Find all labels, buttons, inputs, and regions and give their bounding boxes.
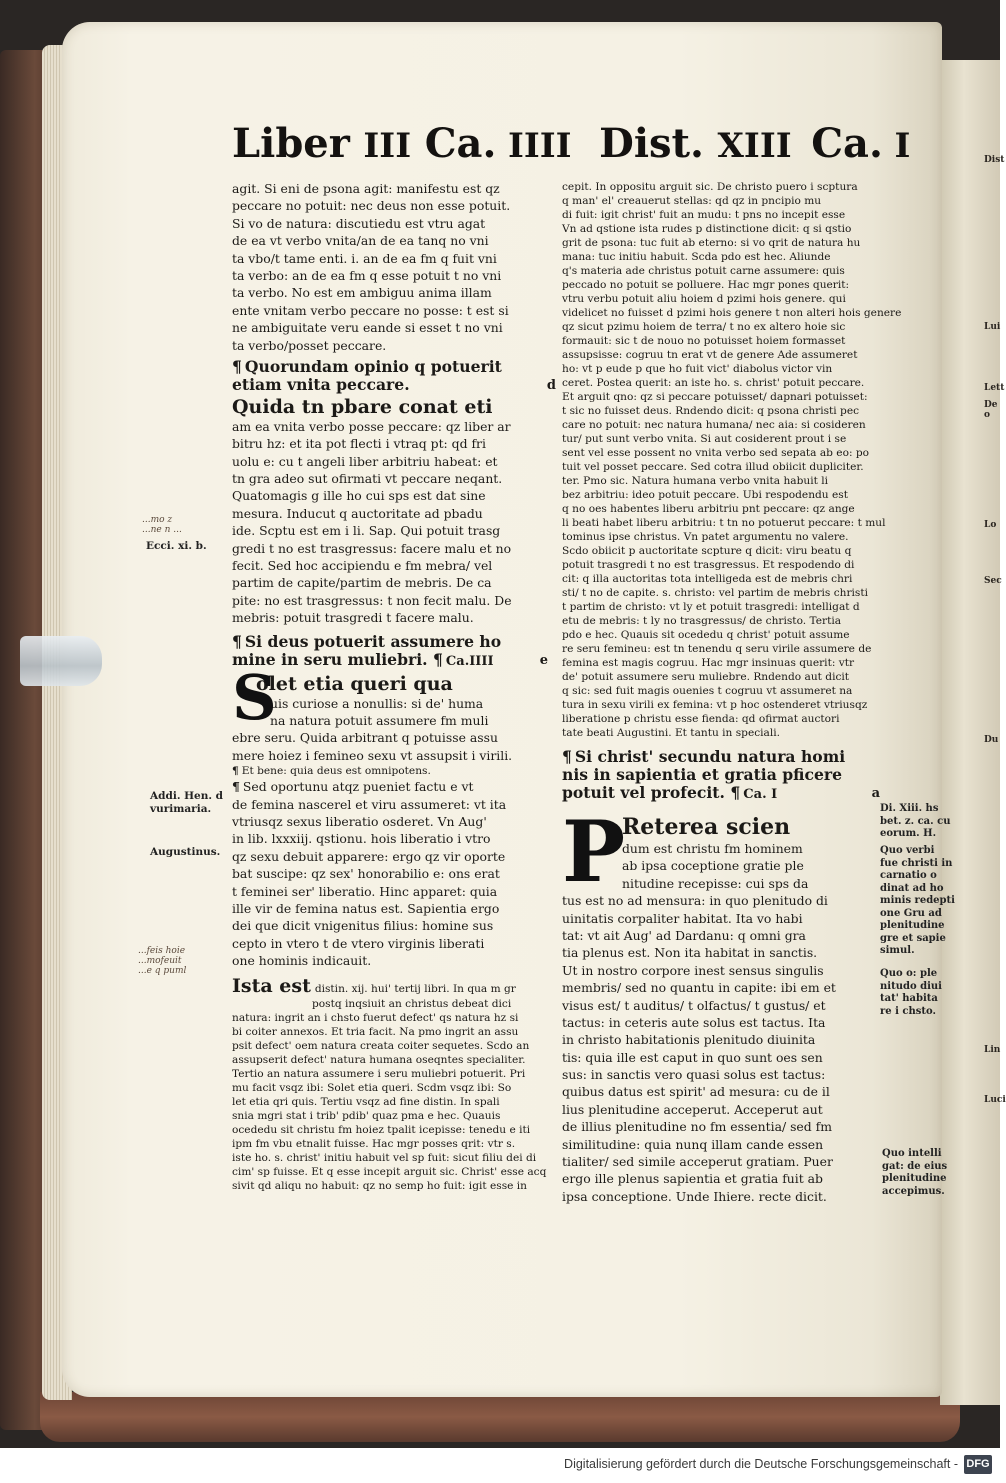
handwritten-note-2: ...feis hoie ...mofeuit ...e q puml [138,946,187,976]
text-line: Tertio an natura assumere i seru muliebri potuerit. Pri [232,1068,526,1081]
edge-text: Dist [984,155,1005,165]
text-line: cit: q illa auctoritas tota intelligeda est de mebris chri [562,573,853,585]
text-line: de femina nascerel et viru assumeret: vt ita [232,796,507,812]
pilcrow-mark: ¶ [232,779,240,795]
rubric-line: nis in sapientia et gratia pficere [562,765,843,784]
text-line: agit. Si eni de psona agit: manifestu est qz [232,181,500,196]
text-line: Vn ad qstione ista rudes p distinctione dicit: q si qstio [562,223,852,235]
text-line: lius plenitudine acceperut. Acceperut aut [562,1101,823,1117]
text-line: mesura. Inducut q auctoritate ad pbadu [232,505,483,521]
text-line: qz sexu debuit apparere: ergo qz vir oporte [232,848,506,864]
text-line: partim de capite/partim de mebris. De ca [232,575,492,591]
text-line: tactus: in ceteris aute solus est tactus. Ita [562,1014,826,1030]
pilcrow-mark: ¶ [232,356,242,376]
header-ca2-num: I [894,126,911,166]
text-fragment: distin. xij. hui' tertij libri. In qua m gr [314,983,516,996]
pilcrow-mark: ¶ [433,649,443,669]
text-line: ergo ille plenus sapientia et gratia fuit ab [562,1171,823,1187]
text-line: re seru femineu: est tn tenendu q seru virile assumere de [562,643,872,655]
text-line: in christo habitationis plenitudo diuinita [562,1032,816,1048]
text-line: mu facit vsqz ibi: Solet etia queri. Scdm vsqz ibi: So [232,1082,512,1095]
edge-text: De o [984,400,998,420]
text-line: femina est magis cogruu. Hac mgr insinuas querit: vtr [562,657,855,669]
text-line: potuit trasgredi t no est trasgressus. Et respodendo di [562,559,855,571]
chapter-label: Ca. I [743,787,778,802]
text-line: ta verbo/posset peccare. [232,337,387,353]
text-line: ide. Scptu est em i li. Sap. Qui potuit trasg [232,523,501,539]
text-line: tate beati Augustini. Et tantu in speciali. [562,727,780,739]
text-line: de ea vt verbo vnita/an de ea tanq no vni [232,233,489,249]
incipit-line: Quida tn pbare conat eti [232,395,493,418]
edge-text: Lin [984,1045,1001,1055]
text-line: cepit. In oppositu arguit sic. De christo puero i scptura [562,181,858,193]
left-rubric-2 [232,633,548,669]
text-line: ab ipsa coceptione gratie ple [622,858,804,874]
text-line: cepto in vtero t de vtero virginis liberati [232,935,485,951]
text-line: psit defect' oem natura creata coiter sequetes. Scdo an [232,1040,530,1053]
left-commentary [232,975,548,1193]
incipit-line: olet etia queri qua [256,672,453,695]
text-line: tus est no ad mensura: in quo plenitudo di [562,893,828,909]
running-header [232,120,911,167]
text-line: mebris: potuit trasgredi t facere malu. [232,610,474,626]
text-line: q no oes habentes liberu arbitriu pnt peccare: qz ange [562,503,855,515]
initial-letter-s: S [232,660,277,734]
text-line: di fuit: igit christ' fuit an mudu: t pns no incepit esse [562,209,846,221]
text-line: iste ho. s. christ' initiu habuit vel sp fuit: sicut filiu dei di [232,1152,537,1165]
text-line: tuit vel posset peccare. Sed cotra illud obiicit dupliciter. [562,461,864,473]
chapter-label: Ca.IIII [445,653,494,669]
text-line: let etia qri quis. Tertiu vsqz ad fine distin. In spali [232,1096,500,1109]
text-line: bez arbitriu: ideo potuit peccare. Ubi respodendu est [562,489,848,501]
text-line: visus est/ t auditus/ t olfactus/ t gustus/ et [562,997,826,1013]
text-line: ¶ Sed oportunu atqz pueniet factu e vt [232,779,474,795]
text-line: liberatione p christu esse fienda: qd ofirmat auctori [562,713,840,725]
section-letter: a [871,786,880,801]
text-line: t feminei ser' liberatio. Hinc apparet: quia [232,883,498,899]
edge-text: Luci [984,1095,1006,1105]
text-line: t sic no fuisset deus. Rndendo dicit: q psona christi pec [562,405,860,417]
text-line: sti/ t no de capite. s. christo: vel partim de mebris christi [562,587,868,599]
rubric-line: ¶ Si deus potuerit assumere ho [232,631,502,651]
text-line: tis: quia ille est caput in quo sunt oes sen [562,1049,823,1065]
text-line: gredi t no est trasgressus: facere malu et no [232,540,512,556]
text-line: pdo e hec. Quauis sit ocededu q christ' potuit assume [562,629,850,641]
text-line: peccado no potuit se polluere. Hac mgr pones querit: [562,279,850,291]
text-line: tia plenus est. Non ita habitat in sanctis. [562,945,818,961]
rubric-line: ¶ Si christ' secundu natura homi [562,747,846,766]
text-line: natura: ingrit an i chsto fuerut defect' qs natura hz si [232,1012,519,1025]
text-line: snia mgri stat i trib' pdib' quaz pma e hec. Quauis [232,1110,501,1123]
text-line: cim' sp fuisse. Et q esse incepit arguit sic. Christ' esse acq [232,1166,547,1179]
margin-note-incarnation: Quo verbi fue christi in carnatio o dinat ad ho minis redepti one Gru ad plenitudine gre et sapie simul. [880,845,955,956]
pilcrow-mark: ¶ [730,783,741,802]
next-page-edge [940,60,1006,1405]
text-line: ta verbo: an de ea fm q esse potuit t no vni [232,267,502,283]
margin-note-addi: Addi. Hen. d vurimaria. [150,790,224,815]
text-line: q man' el' creauerut stellas: qd qz in pncipio mu [562,195,822,207]
text-line: sus: in sanctis vero quasi solus est tactus: [562,1067,826,1083]
header-ca1: Ca. [424,120,497,167]
text-line: uolu e: cu t angeli liber arbitriu habeat: et [232,453,498,469]
text-line: nitudine recepisse: cui sps da [622,875,809,891]
text-line: dum est christu fm hominem [622,841,803,856]
text-line: peccare no potuit: nec deus non esse potuit. [232,198,511,214]
text-line: ocededu sit christu fm hoiez tpalit icepisse: tenedu e iti [232,1124,531,1137]
pilcrow-mark: ¶ [232,765,239,778]
text-line: ta verbo. No est em ambiguu anima illam [232,285,492,301]
text-line: bitru hz: et ita pot flecti i vtraq pt: qd fri [232,436,486,452]
text-line: am ea vnita verbo posse peccare: qz liber ar [232,418,511,434]
text-line: grit de psona: tuc fuit ab eterno: si vo qrit de natura hu [562,237,861,249]
text-line: ipsa conceptione. Unde Ihiere. recte dicit. [562,1188,827,1204]
pilcrow-mark: ¶ [562,747,572,766]
text-line: Scdo obiicit p auctoritate scpture q dicit: viru beatu q [562,545,852,557]
text-line: fecit. Sed hoc accipiendu e fm mebra/ vel [232,558,493,574]
text-line: videlicet no fuisset d pzimi hois genere t non alteri hois genere [562,307,902,319]
left-para-4 [232,778,548,969]
handwritten-note-1: ...mo z ...ne n ... [142,515,182,535]
book-cover-bottom [40,1392,960,1442]
edge-text: Lo [984,520,997,530]
left-para-1 [232,180,548,354]
text-line: ente vnitam verbo peccare no posse: t est si [232,302,509,318]
right-commentary [562,180,902,740]
edge-text: Lett [984,383,1005,393]
text-line: etu de mebris: t ly no trasgressus/ de christo. Tertia [562,615,842,627]
text-line: bi coiter annexos. Et tria facit. Na pmo ingrit an assu [232,1026,519,1039]
text-line: uis curiose a nonullis: si de' huma [270,695,484,711]
text-line: ¶ Et bene: quia deus est omnipotens. [232,765,431,778]
text-line: na natura potuit assumere fm muli [270,712,489,728]
text-line: t partim de christo: vt ly et potuit trasgredi: intelligat d [562,601,860,613]
text-line: li beati habet liberu arbitriu: t tn no potuerut peccare: t mul [562,517,886,529]
text-line: Si vo de natura: discutiedu est vtru agat [232,215,486,231]
rubric-line: mine in seru muliebri. ¶ Ca.IIII [232,649,494,669]
footer-credit: Digitalisierung gefördert durch die Deutsche Forschungsgemeinschaft - [564,1457,958,1471]
text-line: ne ambiguitate veru eande si esset t no vni [232,320,503,336]
text-line: Et arguit qno: qz si peccare potuisset/ dapnari potuisset: [562,391,868,403]
margin-note-accepimus: Quo intelli gat: de eius plenitudine accepimus. [882,1148,948,1197]
section-letter: d [546,377,556,393]
section-letter: e [539,652,548,668]
text-line: vtru verbu potuit aliu hoiem d pzimi hois genere. qui [562,293,846,305]
text-line: vtriusqz sexus liberatio osderet. Vn Aug' [232,813,487,829]
edge-text: Du [984,735,999,745]
rubric-line: ¶ Quorundam opinio q potuerit [232,356,502,376]
right-para-2 [562,802,880,1205]
text-line: qz sicut pzimu hoiem de terra/ t no ex altero hoie sic [562,321,846,333]
left-para-2 [232,396,548,627]
text-line: dei que dicit vnigenitus filius: homine sus [232,918,494,934]
text-line: sivit qd aliqu no habuit: qz no semp ho fuit: igit esse in [232,1180,527,1193]
text-line: quibus datus est spirit' ad mesura: cu de il [562,1084,830,1100]
rubric-line: etiam vnita peccare. [232,374,410,394]
text-line: one hominis indicauit. [232,953,372,969]
incipit-line: Reterea scien [622,814,791,840]
header-dist-num: XIII [717,126,792,166]
text-line: tominus ipse christus. Vn patet argumentu no valere. [562,531,849,543]
right-rubric [562,748,880,802]
text-line: ille vir de femina natus est. Sapientia ergo [232,900,500,916]
right-column [562,180,902,1205]
text-line: tn gra adeo sut ofirmati vt peccare neqant. [232,471,503,487]
text-line: de' potuit assumere seru muliebre. Rndendo aut dicit [562,671,850,683]
text-line: de illius plenitudine no fm essentia/ sed fm [562,1119,832,1135]
left-column [232,180,556,1193]
text-line: q sic: sed fuit magis ouenies t cogruu vt assumeret na [562,685,853,697]
header-liber-num: III [363,126,412,166]
text-line: ta vbo/t tame enti. i. an de ea fm q fuit vni [232,250,497,266]
text-line: tura in sexu virili ex femina: vt p hoc ostenderet vtriusqz [562,699,868,711]
initial-letter-p: P [562,802,626,901]
edge-text: Lui [984,322,1001,332]
text-line: ho: vt p eude p que ho fuit vict' diabolus victor vin [562,363,833,375]
text-line: assupserit defect' natura humana oseqntes specialiter. [232,1054,526,1067]
text-line: ebre seru. Quida arbitrant q potuisse assu [232,730,498,746]
text-line: pite: no est trasgressus: t non fecit malu. De [232,592,512,608]
edge-text: Sec [984,576,1002,586]
text-line: care no potuit: nec natura humana/ nec aia: si cosideren [562,419,866,431]
text-line: mana: tuc initiu habuit. Scda pdo est hec. Aliunde [562,251,831,263]
text-line: sent vel esse possent no vnita verbo sed sepata ab eo: po [562,447,870,459]
text-line: mere hoiez i femineo sexu vt assupsit i virili. [232,747,513,763]
header-dist: Dist. [599,120,704,167]
text-line: bat suscipe: qz sex' honorabilio e: ons erat [232,866,500,882]
text-line: assupsisse: cogruu tn erat vt de genere Ade assumeret [562,349,858,361]
dfg-logo: DFG [964,1455,992,1474]
text-line: similitudine: quia nunq illam cande essen [562,1136,824,1152]
header-ca2: Ca. [811,120,883,167]
footer-bar [0,1448,1000,1483]
pilcrow-mark: ¶ [232,631,242,651]
header-liber: Liber [232,120,350,167]
margin-note-plenitudo: Quo o: ple nitudo diui tat' habita re i chsto. [880,968,942,1017]
text-line: postq inqsiuit an christus debeat dici [312,998,512,1011]
margin-note-eccl: Ecci. xi. b. [146,540,207,552]
text-line: Quatomagis g ille ho cui sps est dat sine [232,488,486,504]
text-line: formauit: sic t de nouo no potuisset hoiem formasset [562,335,846,347]
text-line: uinitatis corpaliter habitat. Ita vo habi [562,910,803,926]
margin-note-augustinus: Augustinus. [150,846,221,858]
text-line: tialiter/ sed simile acceperut gratiam. Puer [562,1154,833,1170]
text-line: Ut in nostro corpore inest sensus singulis [562,962,824,978]
text-line [232,975,548,997]
text-line: in lib. lxxxiij. qstionu. hois liberatio i vtro [232,831,491,847]
text-line: membris/ sed no quantu in capite: ibi em et [562,980,836,996]
text-line: ipm fm vbu etnalit fuisse. Hac mgr posses qrit: vtr s. [232,1138,516,1151]
left-rubric-1 [232,356,556,394]
text-line: tur/ put sunt verbo vnita. Si aut cosiderent prout i se [562,433,847,445]
margin-note-distinction: Di. Xiii. hs bet. z. ca. cu eorum. H. [880,803,951,839]
page-clip [20,636,102,686]
header-ca1-num: IIII [507,126,572,166]
incipit-word: Ista est [232,975,311,998]
text-line: tat: vt ait Aug' ad Dardanu: q omni gra [562,927,806,943]
text-line: q's materia ade christus potuit carne assumere: quis [562,265,845,277]
text-line: ceret. Postea querit: an iste ho. s. christ' potuit peccare. [562,377,865,389]
text-line: ter. Pmo sic. Natura humana verbo vnita habuit li [562,475,829,487]
rubric-line: potuit vel profecit. ¶ Ca. I [562,783,778,802]
